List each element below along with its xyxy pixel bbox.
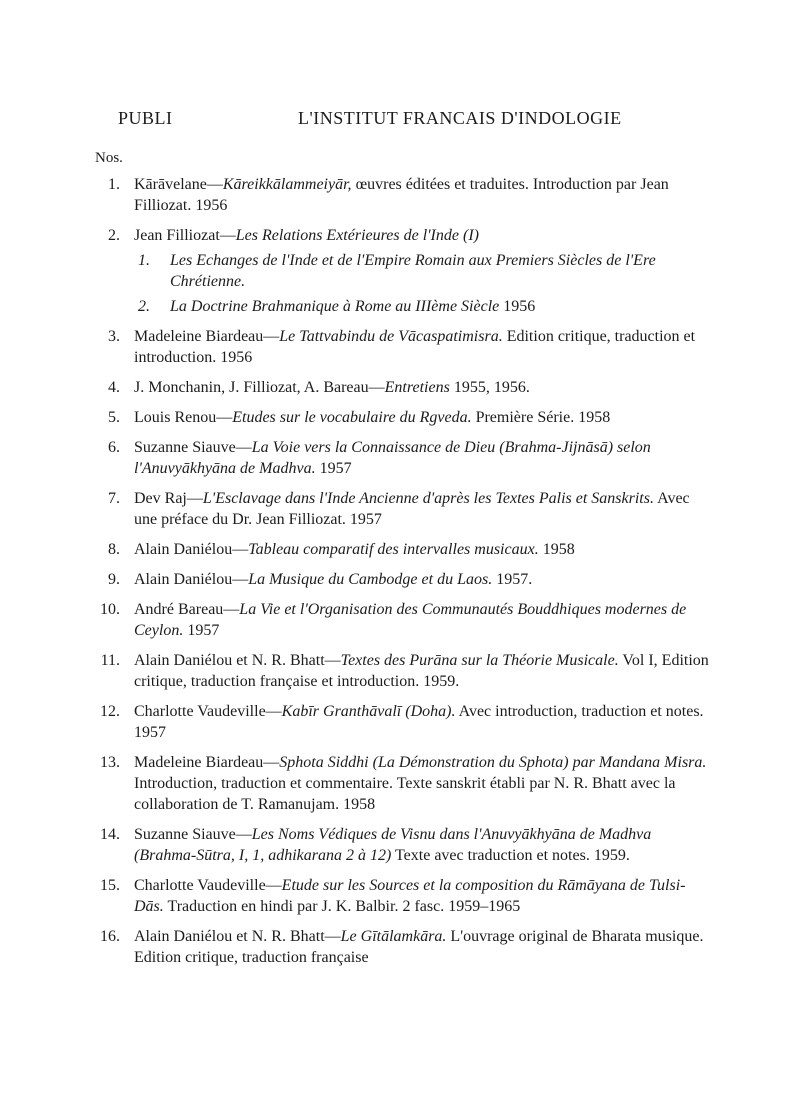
entry-rest: 1958 <box>538 541 575 558</box>
entry-text <box>134 928 703 966</box>
list-item <box>90 569 710 590</box>
list-item <box>90 824 710 866</box>
entry-author: J. Monchanin, J. Filliozat, A. Bareau— <box>134 379 385 396</box>
entry-author: Alain Daniélou et N. R. Bhatt— <box>134 652 341 669</box>
entry-rest: Traduction en hindi par J. K. Balbir. 2 fasc. 1959–1965 <box>163 898 521 915</box>
entry-number: 8. <box>108 541 120 558</box>
list-item <box>90 701 710 743</box>
entry-rest: L'ouvrage original de Bharata musique. Edition critique, traduction française <box>134 928 704 966</box>
entry-number: 6. <box>108 439 120 456</box>
entry-author: Louis Renou— <box>134 409 233 426</box>
entry-author: Madeleine Biardeau— <box>134 328 280 345</box>
entry-rest: Edition critique, traduction et introduction. 1956 <box>134 328 696 366</box>
entry-author: Suzanne Siauve— <box>134 439 252 456</box>
entry-title: Les Relations Extérieures de l'Inde (I) <box>235 227 479 244</box>
list-item <box>90 752 710 815</box>
entry-author: Dev Raj— <box>134 490 203 507</box>
entry-text <box>134 754 706 813</box>
list-item <box>90 437 710 479</box>
entry-title: Le Gītālamkāra. <box>340 928 447 945</box>
entry-title: Kāreikkālammeiyār, <box>222 176 352 193</box>
list-item <box>90 488 710 530</box>
entry-number: 1. <box>108 176 120 193</box>
sub-number: 2. <box>138 298 150 315</box>
entry-number: 16. <box>100 928 120 945</box>
list-item <box>90 407 710 428</box>
entry-title: La Vie et l'Organisation des Communautés Bouddhiques modernes de Ceylon. <box>134 601 687 639</box>
entry-rest: œuvres éditées et traduites. Introduction par Jean Filliozat. 1956 <box>134 176 669 214</box>
entry-text <box>134 409 610 426</box>
entry-author: Suzanne Siauve— <box>134 826 252 843</box>
entry-author: Charlotte Vaudeville— <box>134 877 282 894</box>
list-item <box>90 377 710 398</box>
list-item <box>90 875 710 917</box>
sub-title: La Doctrine Brahmanique à Rome au IIIème Siècle <box>170 298 500 315</box>
entry-title: Les Noms Védiques de Visnu dans l'Anuvyākhyāna de Madhva (Brahma-Sūtra, I, 1, adhikarana 2 à 12) <box>134 826 652 864</box>
entry-number: 14. <box>100 826 120 843</box>
entry-rest: Avec une préface du Dr. Jean Filliozat. 1957 <box>134 490 690 528</box>
nos-label: Nos. <box>95 150 123 166</box>
entry-title: La Voie vers la Connaissance de Dieu (Brahma-Jijnāsā) selon l'Anuvyākhyāna de Madhva. <box>134 439 651 477</box>
entry-author: André Bareau— <box>134 601 240 618</box>
entry-title: Etude sur les Sources et la composition du Rāmāyana de Tulsi-Dās. <box>134 877 686 915</box>
entry-title: La Musique du Cambodge et du Laos. <box>248 571 493 588</box>
entry-number: 10. <box>100 601 120 618</box>
entry-number: 9. <box>108 571 120 588</box>
list-item <box>90 650 710 692</box>
publication-list <box>90 174 710 977</box>
sub-rest: 1956 <box>499 298 536 315</box>
entry-rest: 1955, 1956. <box>449 379 530 396</box>
header-title: L'INSTITUT FRANCAIS D'INDOLOGIE <box>298 108 622 128</box>
entry-author: Madeleine Biardeau— <box>134 754 280 771</box>
entry-text <box>134 379 530 396</box>
entry-text <box>134 176 669 214</box>
entry-number: 13. <box>100 754 120 771</box>
entry-title: Etudes sur le vocabulaire du Rgveda. <box>232 409 472 426</box>
entry-title: Kabīr Granthāvalī (Doha). <box>281 703 456 720</box>
entry-text <box>134 541 575 558</box>
entry-text <box>134 826 651 864</box>
list-item <box>90 599 710 641</box>
entry-text <box>134 227 479 244</box>
entry-number: 12. <box>100 703 120 720</box>
entry-rest: Vol I, Edition critique, traduction française et introduction. 1959. <box>134 652 709 690</box>
entry-title: Le Tattvabindu de Vācaspatimisra. <box>279 328 503 345</box>
list-item <box>90 174 710 216</box>
list-item <box>90 326 710 368</box>
header-left: PUBLI <box>118 108 173 128</box>
entry-number: 5. <box>108 409 120 426</box>
entry-text <box>134 877 685 915</box>
entry-number: 4. <box>108 379 120 396</box>
entry-title: L'Esclavage dans l'Inde Ancienne d'après les Textes Palis et Sanskrits. <box>202 490 654 507</box>
entry-title: Entretiens <box>384 379 450 396</box>
entry-author: Charlotte Vaudeville— <box>134 703 282 720</box>
entry-text <box>134 490 690 528</box>
entry-author: Kārāvelane— <box>134 176 223 193</box>
entry-title: Sphota Siddhi (La Démonstration du Sphota) par Mandana Misra. <box>279 754 707 771</box>
list-item <box>90 926 710 968</box>
entry-rest: 1957 <box>315 460 352 477</box>
entry-number: 15. <box>100 877 120 894</box>
entry-text <box>134 328 695 366</box>
entry-rest: Introduction, traduction et commentaire. Texte sanskrit établi par N. R. Bhatt avec la collaboration de T. Ramanujam. 1958 <box>134 775 676 813</box>
entry-rest: Première Série. 1958 <box>471 409 611 426</box>
sub-item <box>138 296 710 317</box>
entry-author: Alain Daniélou et N. R. Bhatt— <box>134 928 341 945</box>
entry-rest: Texte avec traduction et notes. 1959. <box>391 847 630 864</box>
entry-text <box>134 601 686 639</box>
entry-rest: Avec introduction, traduction et notes. 1957 <box>134 703 704 741</box>
entry-title: Tableau comparatif des intervalles musicaux. <box>248 541 539 558</box>
entry-text <box>134 439 651 477</box>
entry-author: Jean Filliozat— <box>134 227 236 244</box>
entry-author: Alain Daniélou— <box>134 541 249 558</box>
entry-number: 7. <box>108 490 120 507</box>
entry-author: Alain Daniélou— <box>134 571 249 588</box>
sub-title: Les Echanges de l'Inde et de l'Empire Romain aux Premiers Siècles de l'Ere Chrétienne. <box>170 252 656 290</box>
entry-rest: 1957. <box>492 571 533 588</box>
entry-text <box>134 571 532 588</box>
entry-text <box>134 652 709 690</box>
list-item <box>90 539 710 560</box>
entry-rest: 1957 <box>183 622 220 639</box>
entry-number: 11. <box>100 652 120 669</box>
entry-number: 2. <box>108 227 120 244</box>
entry-title: Textes des Purāna sur la Théorie Musicale. <box>340 652 619 669</box>
list-item <box>90 225 710 317</box>
sub-item <box>138 250 710 292</box>
entry-number: 3. <box>108 328 120 345</box>
entry-text <box>134 703 704 741</box>
sub-number: 1. <box>138 252 150 269</box>
